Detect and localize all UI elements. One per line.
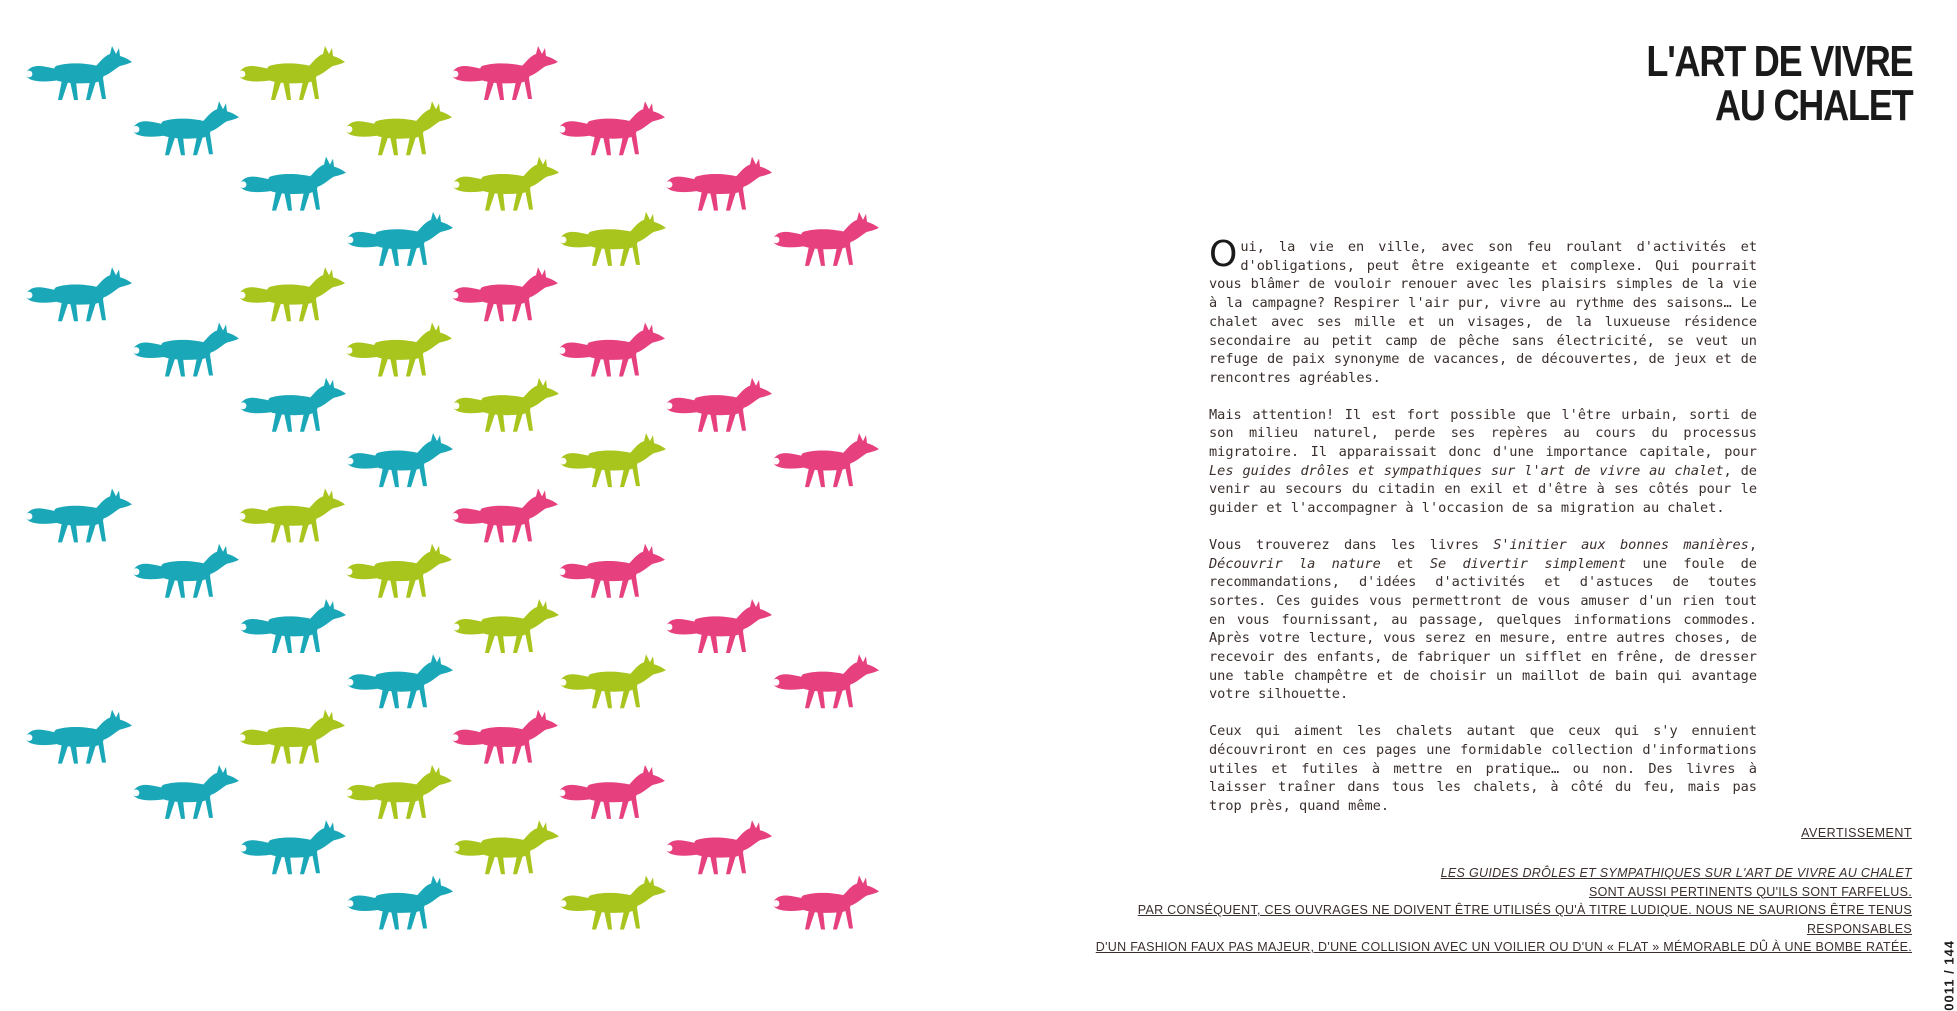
title-line-1: L'ART DE VIVRE xyxy=(1645,37,1912,86)
warning-line-2: PAR CONSÉQUENT, CES OUVRAGES NE DOIVENT ÊTRE UTILISÉS QU'À TITRE LUDIQUE. NOUS NE SAURIONS ÊTRE TENUS RESPONSABLES xyxy=(1137,903,1912,936)
fox-icon xyxy=(346,765,452,819)
fox-icon xyxy=(347,433,453,487)
fox-icon xyxy=(26,488,132,542)
fox-icon xyxy=(347,876,453,930)
intro-paragraph-1-text: ui, la vie en ville, avec son feu roulant d'activités et d'obligations, peut être exigeante et complexe. Qui pourrait vous blâmer de vouloir renouer avec les plaisirs simples de la vie à la campagne? Respirer l'air pur, vivre au rythme des saisons… Le chalet avec ses mille et un visages, de la luxueuse résidence secondaire au petit camp de pêche sans électricité, se veut un refuge de paix synonyme de vacances, de découvertes, de jeux et de rencontres agréables. xyxy=(1209,239,1757,386)
fox-icon xyxy=(133,765,239,819)
fox-icon xyxy=(26,46,132,100)
fox-icon xyxy=(26,267,132,321)
fox-icon xyxy=(347,212,453,266)
fox-icon xyxy=(453,599,559,653)
fox-icon xyxy=(346,323,452,377)
fox-icon xyxy=(346,544,452,598)
fox-pattern xyxy=(0,0,973,973)
intro-p3-start: Vous trouverez dans les livres xyxy=(1209,536,1494,553)
page-number: 0011 / 144 xyxy=(1942,940,1957,1011)
fox-icon xyxy=(133,323,239,377)
fox-icon xyxy=(239,267,345,321)
warning-line-1-rest: SONT AUSSI PERTINENTS QU'ILS SONT FARFELUS. xyxy=(1588,884,1912,899)
fox-icon xyxy=(240,157,346,211)
fox-icon xyxy=(559,765,665,819)
fox-icon xyxy=(453,820,559,874)
fox-icon xyxy=(560,212,666,266)
page-title xyxy=(1645,37,1912,130)
intro-paragraph-1 xyxy=(1209,234,1757,388)
warning-heading: AVERTISSEMENT xyxy=(1801,826,1912,840)
right-page xyxy=(973,0,1957,1011)
book-title-1: S'initier aux bonnes manières xyxy=(1493,536,1749,553)
fox-icon xyxy=(240,599,346,653)
intro-p2-end: , de venir au secours du citadin en exil et d'être à ses côtés pour le guider et l'accompagner à l'occasion de sa migration au chalet. xyxy=(1209,462,1757,517)
fox-icon xyxy=(559,544,665,598)
fox-icon xyxy=(239,710,345,764)
intro-text xyxy=(1209,234,1757,834)
fox-icon xyxy=(133,544,239,598)
intro-p3-sep2: et xyxy=(1380,555,1430,572)
fox-icon xyxy=(239,488,345,542)
book-title-2: Découvrir la nature xyxy=(1209,555,1381,572)
fox-icon xyxy=(346,101,452,155)
intro-p3-sep1: , xyxy=(1748,536,1757,553)
intro-p2-start: Mais attention! Il est fort possible que l'être urbain, sorti de son milieu naturel, perde ses repères au cours du processus migratoire. Il apparaissait donc d'une importance capitale, pour xyxy=(1209,406,1757,461)
fox-icon xyxy=(773,654,879,708)
fox-icon xyxy=(773,212,879,266)
left-page xyxy=(0,0,973,973)
fox-icon xyxy=(453,157,559,211)
title-line-2: AU CHALET xyxy=(1714,81,1912,130)
intro-paragraph-3 xyxy=(1209,536,1757,704)
warning-series-title: LES GUIDES DRÔLES ET SYMPATHIQUES SUR L'ART DE VIVRE AU CHALET xyxy=(1440,866,1912,880)
warning-line-1 xyxy=(1052,864,1912,901)
fox-icon xyxy=(666,157,772,211)
fox-icon xyxy=(559,323,665,377)
intro-paragraph-4: Ceux qui aiment les chalets autant que ceux qui s'y ennuient découvriront en ces pages une formidable collection d'informations utiles et futiles à mettre en pratique… ou non. Des livres à laisser traîner dans tous les chalets, à côté du feu, mais pas trop près, quand même. xyxy=(1209,723,1757,814)
fox-icon xyxy=(773,433,879,487)
fox-icon xyxy=(559,101,665,155)
fox-icon xyxy=(452,46,558,100)
fox-icon xyxy=(240,820,346,874)
warning-line-3: D'UN FASHION FAUX PAS MAJEUR, D'UNE COLLISION AVEC UN VOILIER OU D'UN « FLAT » MÉMORABLE DÛ À UNE BOMBE RATÉE. xyxy=(1095,940,1912,954)
warning-text xyxy=(1052,864,1912,957)
fox-icon xyxy=(239,46,345,100)
fox-icon xyxy=(773,876,879,930)
fox-icon xyxy=(452,710,558,764)
fox-icon xyxy=(452,267,558,321)
fox-icon xyxy=(666,378,772,432)
fox-icon xyxy=(560,876,666,930)
fox-icon xyxy=(453,378,559,432)
fox-icon xyxy=(560,654,666,708)
intro-paragraph-2 xyxy=(1209,406,1757,518)
fox-icon xyxy=(452,488,558,542)
fox-icon xyxy=(26,710,132,764)
fox-icon xyxy=(347,654,453,708)
fox-icon xyxy=(666,599,772,653)
book-title-3: Se divertir simplement xyxy=(1429,555,1627,572)
fox-icon xyxy=(560,433,666,487)
dropcap: O xyxy=(1209,234,1238,275)
fox-icon xyxy=(666,820,772,874)
fox-icon xyxy=(240,378,346,432)
series-title: Les guides drôles et sympathiques sur l'art de vivre au chalet xyxy=(1209,462,1724,479)
fox-icon xyxy=(133,101,239,155)
intro-p3-end: une foule de recommandations, d'idées d'activités et d'astuces de toutes sortes. Ces guides vous permettront de vous amuser d'un rien tout en vous fournissant, au passage, quelques informations commodes. Après votre lecture, vous serez en mesure, entre autres choses, de recevoir des enfants, de fabriquer un sifflet en frêne, de dresser une table champêtre et de choisir un maillot de bain qui avantage votre silhouette. xyxy=(1209,555,1757,703)
